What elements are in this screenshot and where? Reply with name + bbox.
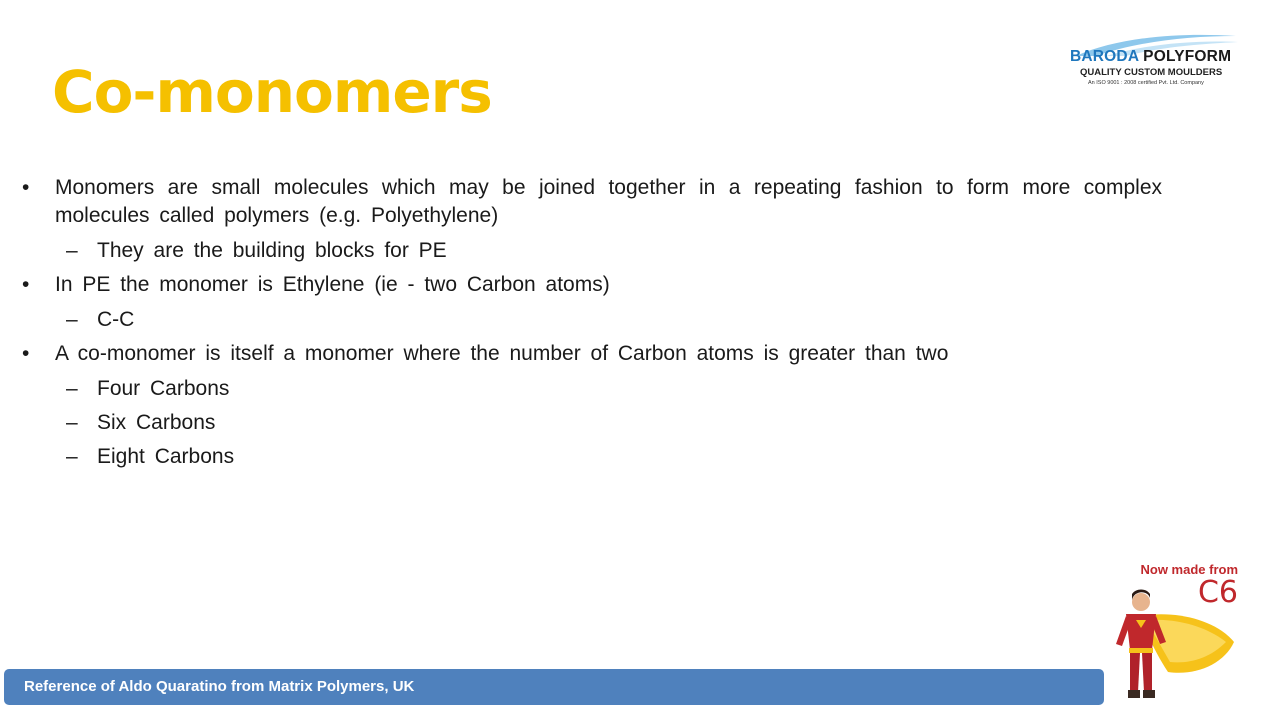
dash-marker: – [66, 411, 78, 434]
sub-bullet-item [22, 237, 1162, 265]
logo-brand-baroda: BARODA [1070, 48, 1139, 65]
hero-c6-label: C6 [1197, 575, 1238, 610]
sub-bullet-text: Four Carbons [97, 377, 230, 400]
logo-brand-polyform: POLYFORM [1143, 48, 1232, 65]
bullet-text: In PE the monomer is Ethylene (ie - two Carbon atoms) [55, 273, 610, 296]
sub-bullet-item [22, 443, 1162, 471]
bullet-text: A co-monomer is itself a monomer where the number of Carbon atoms is greater than two [55, 342, 949, 365]
bullet-text: Monomers are small molecules which may be joined together in a repeating fashion to form more complex molecules called polymers (e.g. Polyethylene) [55, 176, 1162, 227]
dash-marker: – [66, 308, 78, 331]
sub-bullet-item [22, 409, 1162, 437]
sub-bullet-text: Six Carbons [97, 411, 216, 434]
sub-bullet-text: Eight Carbons [97, 445, 235, 468]
footer-reference-text: Reference of Aldo Quaratino from Matrix Polymers, UK [24, 678, 415, 695]
bullet-marker: • [22, 176, 30, 199]
bullet-item [22, 174, 1162, 230]
reference-footer-bar [4, 669, 1104, 705]
bullet-item [22, 340, 1162, 368]
dash-marker: – [66, 239, 78, 262]
logo-tagline: QUALITY CUSTOM MOULDERS [1080, 67, 1223, 78]
slide-title: Co-monomers [52, 58, 492, 126]
baroda-polyform-logo [1066, 30, 1242, 90]
bullet-marker: • [22, 342, 30, 365]
superhero-icon [1106, 580, 1246, 705]
sub-bullet-text: C-C [97, 308, 135, 331]
bullet-item [22, 271, 1162, 299]
sub-bullet-item [22, 375, 1162, 403]
bullet-list [22, 174, 1162, 477]
sub-bullet-item [22, 306, 1162, 334]
hero-caption: Now made from [1140, 562, 1238, 577]
logo-certification: An ISO 9001 : 2008 certified Pvt. Ltd. Company [1088, 80, 1204, 86]
logo-brand-name [1070, 48, 1231, 66]
sub-bullet-text: They are the building blocks for PE [97, 239, 447, 262]
bullet-marker: • [22, 273, 30, 296]
dash-marker: – [66, 445, 78, 468]
superhero-badge [1106, 560, 1246, 705]
dash-marker: – [66, 377, 78, 400]
